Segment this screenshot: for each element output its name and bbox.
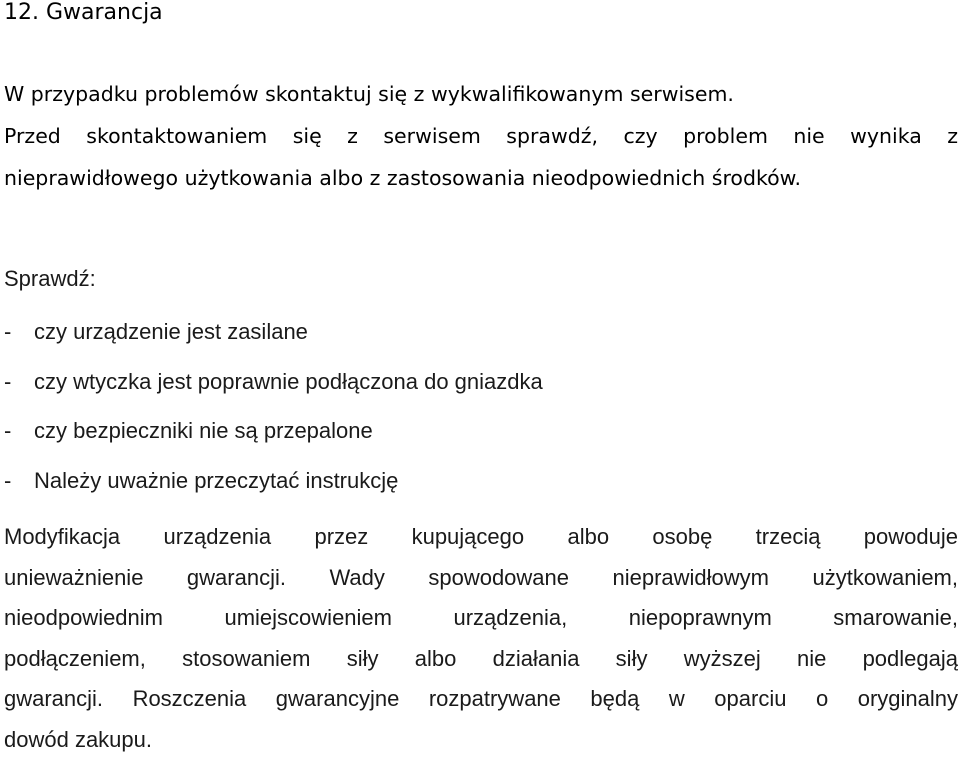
closing-line: unieważnienie gwarancji. Wady spowodowane nieprawidłowym użytkowaniem,: [4, 558, 958, 599]
checklist-item-text: czy bezpieczniki nie są przepalone: [34, 418, 373, 443]
checklist-item-text: czy urządzenie jest zasilane: [34, 319, 308, 344]
intro-paragraph: [4, 73, 958, 199]
closing-line: gwarancji. Roszczenia gwarancyjne rozpatrywane będą w oparciu o oryginalny: [4, 679, 958, 720]
checklist-item: [4, 466, 543, 516]
intro-line: nieprawidłowego użytkowania albo z zastosowania nieodpowiednich środków.: [4, 157, 958, 199]
closing-line: podłączeniem, stosowaniem siły albo działania siły wyższej nie podlegają: [4, 639, 958, 680]
checklist-item: [4, 317, 543, 367]
closing-line: dowód zakupu.: [4, 720, 958, 760]
bullet-dash: -: [4, 367, 34, 397]
checklist-item-text: Należy uważnie przeczytać instrukcję: [34, 468, 398, 493]
checklist-item: [4, 367, 543, 417]
bullet-dash: -: [4, 466, 34, 496]
bullet-dash: -: [4, 416, 34, 446]
closing-line: nieodpowiednim umiejscowieniem urządzenia, niepoprawnym smarowanie,: [4, 598, 958, 639]
checklist-item-text: czy wtyczka jest poprawnie podłączona do gniazdka: [34, 369, 543, 394]
checklist: [4, 317, 543, 515]
intro-line: W przypadku problemów skontaktuj się z wykwalifikowanym serwisem.: [4, 73, 958, 115]
section-heading: 12. Gwarancja: [4, 0, 163, 28]
checklist-item: [4, 416, 543, 466]
closing-line: Modyfikacja urządzenia przez kupującego albo osobę trzecią powoduje: [4, 517, 958, 558]
closing-paragraph: [4, 517, 958, 760]
checklist-title: Sprawdź:: [4, 264, 96, 294]
intro-line: Przed skontaktowaniem się z serwisem sprawdź, czy problem nie wynika z: [4, 115, 958, 157]
bullet-dash: -: [4, 317, 34, 347]
